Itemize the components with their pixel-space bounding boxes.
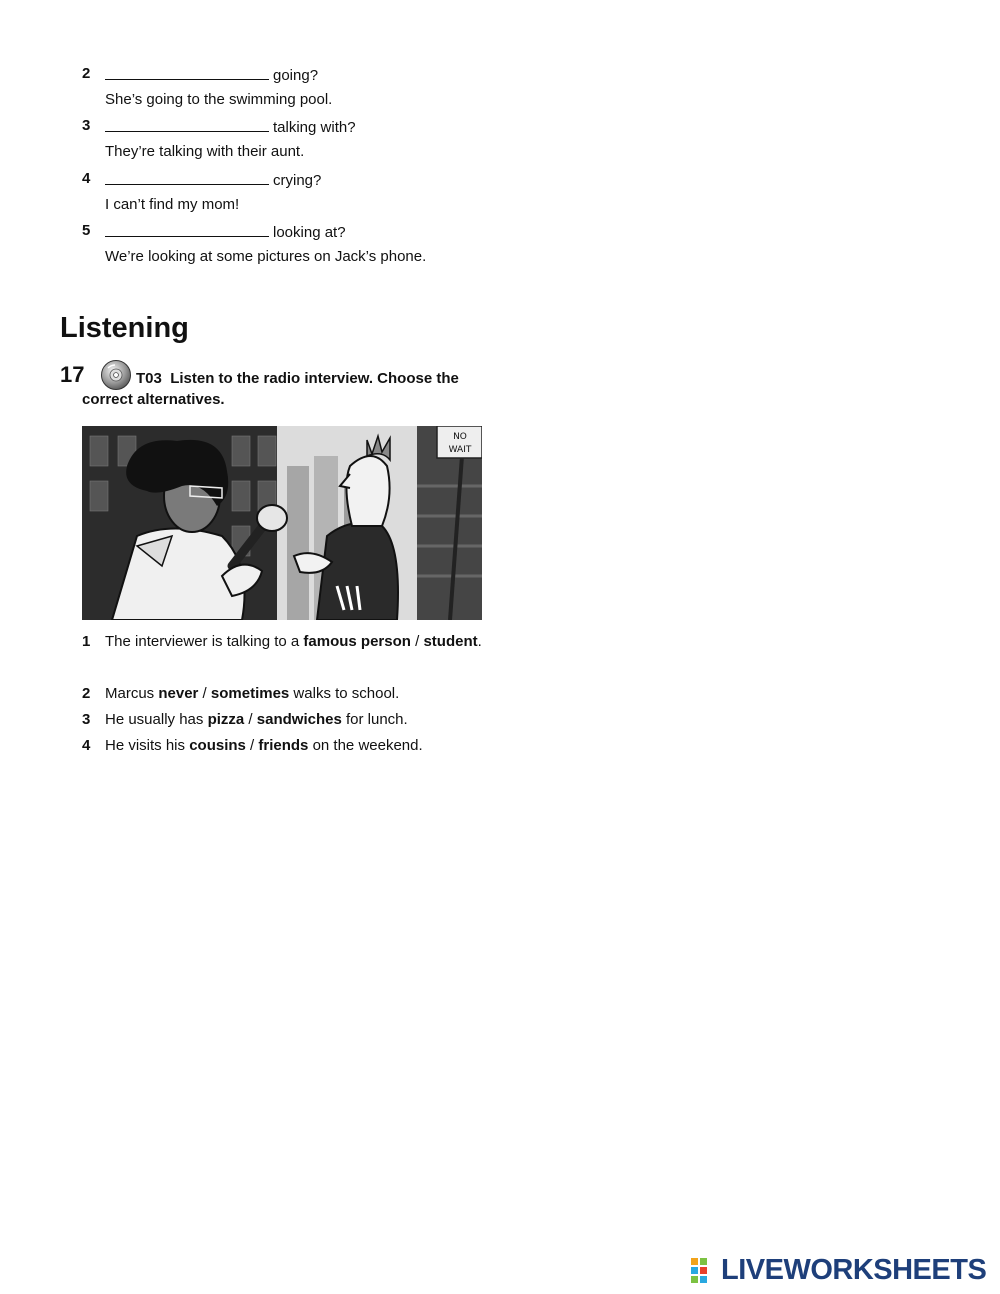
radio-interview-illustration xyxy=(82,426,482,620)
answer-text: I can’t find my mom! xyxy=(105,196,240,213)
logo-text: LIVEWORKSHEETS xyxy=(721,1253,987,1286)
option-1[interactable]: never xyxy=(158,685,199,702)
question-number: 2 xyxy=(82,65,91,82)
option-2[interactable]: friends xyxy=(258,737,309,754)
exercise-number: 17 xyxy=(60,362,85,387)
sign-text-2: WAIT xyxy=(448,445,472,455)
section-heading: Listening xyxy=(60,312,189,344)
option-2[interactable]: sandwiches xyxy=(256,711,342,728)
question-number: 4 xyxy=(82,170,91,187)
answer-blank[interactable] xyxy=(105,170,269,185)
listening-item-2: 2 Marcus never / sometimes walks to school. xyxy=(82,685,400,702)
listening-item-3: 3 He usually has pizza / sandwiches for lunch. xyxy=(82,711,408,728)
question-suffix: talking with? xyxy=(273,119,356,136)
answer-blank[interactable] xyxy=(105,65,269,80)
option-1[interactable]: famous person xyxy=(303,633,411,650)
option-2[interactable]: sometimes xyxy=(210,685,290,702)
exercise-instruction: T03 Listen to the radio interview. Choose the correct alternatives. xyxy=(82,370,459,408)
question-suffix: looking at? xyxy=(273,224,346,241)
option-1[interactable]: pizza xyxy=(207,711,245,728)
option-1[interactable]: cousins xyxy=(189,737,246,754)
answer-blank[interactable] xyxy=(105,117,269,132)
answer-text: They’re talking with their aunt. xyxy=(105,143,305,160)
track-label: T03 xyxy=(136,370,162,387)
sign-text-1: NO xyxy=(453,432,467,442)
liveworksheets-logo[interactable] xyxy=(691,1252,986,1288)
listening-item-4: 4 He visits his cousins / friends on the weekend. xyxy=(82,737,423,754)
answer-text: We’re looking at some pictures on Jack’s phone. xyxy=(105,248,427,265)
question-suffix: crying? xyxy=(273,172,322,189)
question-number: 5 xyxy=(82,222,91,239)
question-number: 3 xyxy=(82,117,91,134)
logo-blocks-icon xyxy=(691,1257,717,1283)
answer-blank[interactable] xyxy=(105,222,269,237)
answer-text: She’s going to the swimming pool. xyxy=(105,91,333,108)
listening-item-1: 1 The interviewer is talking to a famous person / student. xyxy=(82,633,482,650)
option-2[interactable]: student xyxy=(423,633,478,650)
question-suffix: going? xyxy=(273,67,319,84)
